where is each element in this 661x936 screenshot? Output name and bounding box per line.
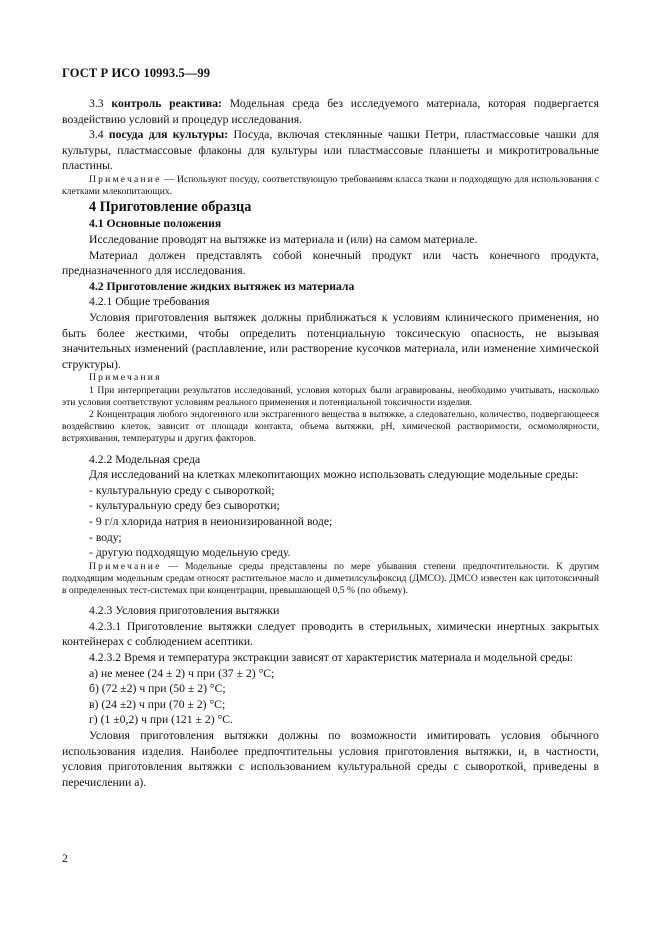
note-item-2: 2 Концентрация любого эндогенного или экстрагенного вещества в вытяжке, а следовательно, количество, подвергающееся воздействию клеток, зависит от площади контакта, объема вытяжки, pH, химической растворимости, осмомолярности, встряхивания, температуры и других факторов. bbox=[62, 408, 599, 445]
note-dishware bbox=[62, 174, 599, 198]
subsection-4-2-title: 4.2 Приготовление жидких вытяжек из материала bbox=[89, 279, 355, 293]
note-label: Примечание bbox=[89, 560, 162, 572]
term: контроль реактива: bbox=[111, 97, 222, 110]
clause-number: 3.4 bbox=[89, 128, 109, 142]
note-label: Примечание bbox=[89, 173, 162, 185]
subsection-4-2-3-title: 4.2.3 Условия приготовления вытяжки bbox=[89, 604, 280, 618]
paragraph: 4.2.3.1 Приготовление вытяжки следует проводить в стерильных, химически инертных закрытых контейнерах с соблюдением асептики. bbox=[62, 619, 599, 649]
paragraph: Условия приготовления вытяжки должны по возможности имитировать условия обычного использования изделия. Наиболее предпочтительны условия приготовления вытяжки, и, в частности, условия приготовления вытяжки с использованием культуральной среды с сывороткой, приведены в перечислении а). bbox=[62, 729, 599, 789]
notes-label: Примечания bbox=[89, 372, 162, 384]
list-item: а) не менее (24 ± 2) ч при (37 ± 2) °С; bbox=[89, 666, 275, 680]
list-item: б) (72 ±2) ч при (50 ± 2) °С; bbox=[89, 682, 226, 696]
paragraph: 4.2.3.2 Время и температура экстракции зависят от характеристик материала и модельной среды: bbox=[89, 651, 574, 665]
paragraph: Для исследований на клетках млекопитающих можно использовать следующие модельные среды: bbox=[89, 468, 579, 482]
definition-text: Посуда, включая стеклянные чашки Петри, пластмассовые чашки для культуры, пластмассовые флаконы для культуры или пластмассовые планшеты и микротитровальные пластины. bbox=[62, 128, 599, 173]
definition-3-3 bbox=[62, 96, 599, 127]
clause-number: 3.3 bbox=[89, 97, 112, 110]
section-title: 4 Приготовление образца bbox=[89, 199, 252, 216]
definition-3-4 bbox=[62, 127, 599, 174]
subsection-4-2-1-title: 4.2.1 Общие требования bbox=[89, 295, 210, 309]
note-text: — Модельные среды представлены по мере убывания степени предпочтительности. К другим подходящим модельным средам относят растительное масло и диметилсульфоксид (ДМСО). ДМСО известен как цитотоксичный в определенных тест-системах при концентрации, превышающей 0,5 % (по объему). bbox=[62, 560, 599, 597]
subsection-4-1-title: 4.1 Основные положения bbox=[89, 217, 222, 231]
paragraph: Исследование проводят на вытяжке из материала и (или) на самом материале. bbox=[89, 232, 478, 246]
list-item: - культуральную среду без сыворотки; bbox=[89, 499, 280, 513]
list-item: - 9 г/л хлорида натрия в неионизированной воде; bbox=[89, 514, 333, 528]
document-header: ГОСТ Р ИСО 10993.5—99 bbox=[62, 66, 211, 80]
paragraph: Условия приготовления вытяжек должны приближаться к условиям клинического применения, но быть более жесткими, чтобы определить потенциальную токсическую опасность, не вызывая значительных изменений (расплавление, или растворение кусочков материала, или изменение химической структуры). bbox=[62, 310, 599, 371]
note-item-1: 1 При интерпретации результатов исследований, условия которых были агравированы, необходимо учитывать, насколько эти условия соответствуют условиям реального применения и потенциальной токсичности изделия. bbox=[62, 384, 599, 408]
note-media bbox=[62, 561, 599, 598]
document-body bbox=[62, 96, 599, 790]
term: посуда для культуры: bbox=[108, 128, 229, 142]
subsection-4-2-2-title: 4.2.2 Модельная среда bbox=[89, 452, 201, 466]
list-item: - воду; bbox=[89, 530, 122, 544]
list-item: г) (1 ±0,2) ч при (121 ± 2) °С. bbox=[89, 713, 233, 727]
page-number: 2 bbox=[62, 852, 68, 865]
paragraph: Материал должен представлять собой конечный продукт или часть конечного продукта, предназначенного для исследования. bbox=[62, 248, 599, 278]
definition-text: Модельная среда без исследуемого материала, которая подвергается воздействию условий и процедур исследования. bbox=[62, 97, 599, 126]
list-item: - другую подходящую модельную среду. bbox=[89, 546, 291, 560]
list-item: в) (24 ±2) ч при (70 ± 2) °С; bbox=[89, 697, 226, 711]
note-text: — Используют посуду, соответствующую требованиям класса ткани и подходящую для использования с клетками млекопитающих. bbox=[62, 173, 599, 198]
list-item: - культуральную среду с сывороткой; bbox=[89, 483, 275, 497]
